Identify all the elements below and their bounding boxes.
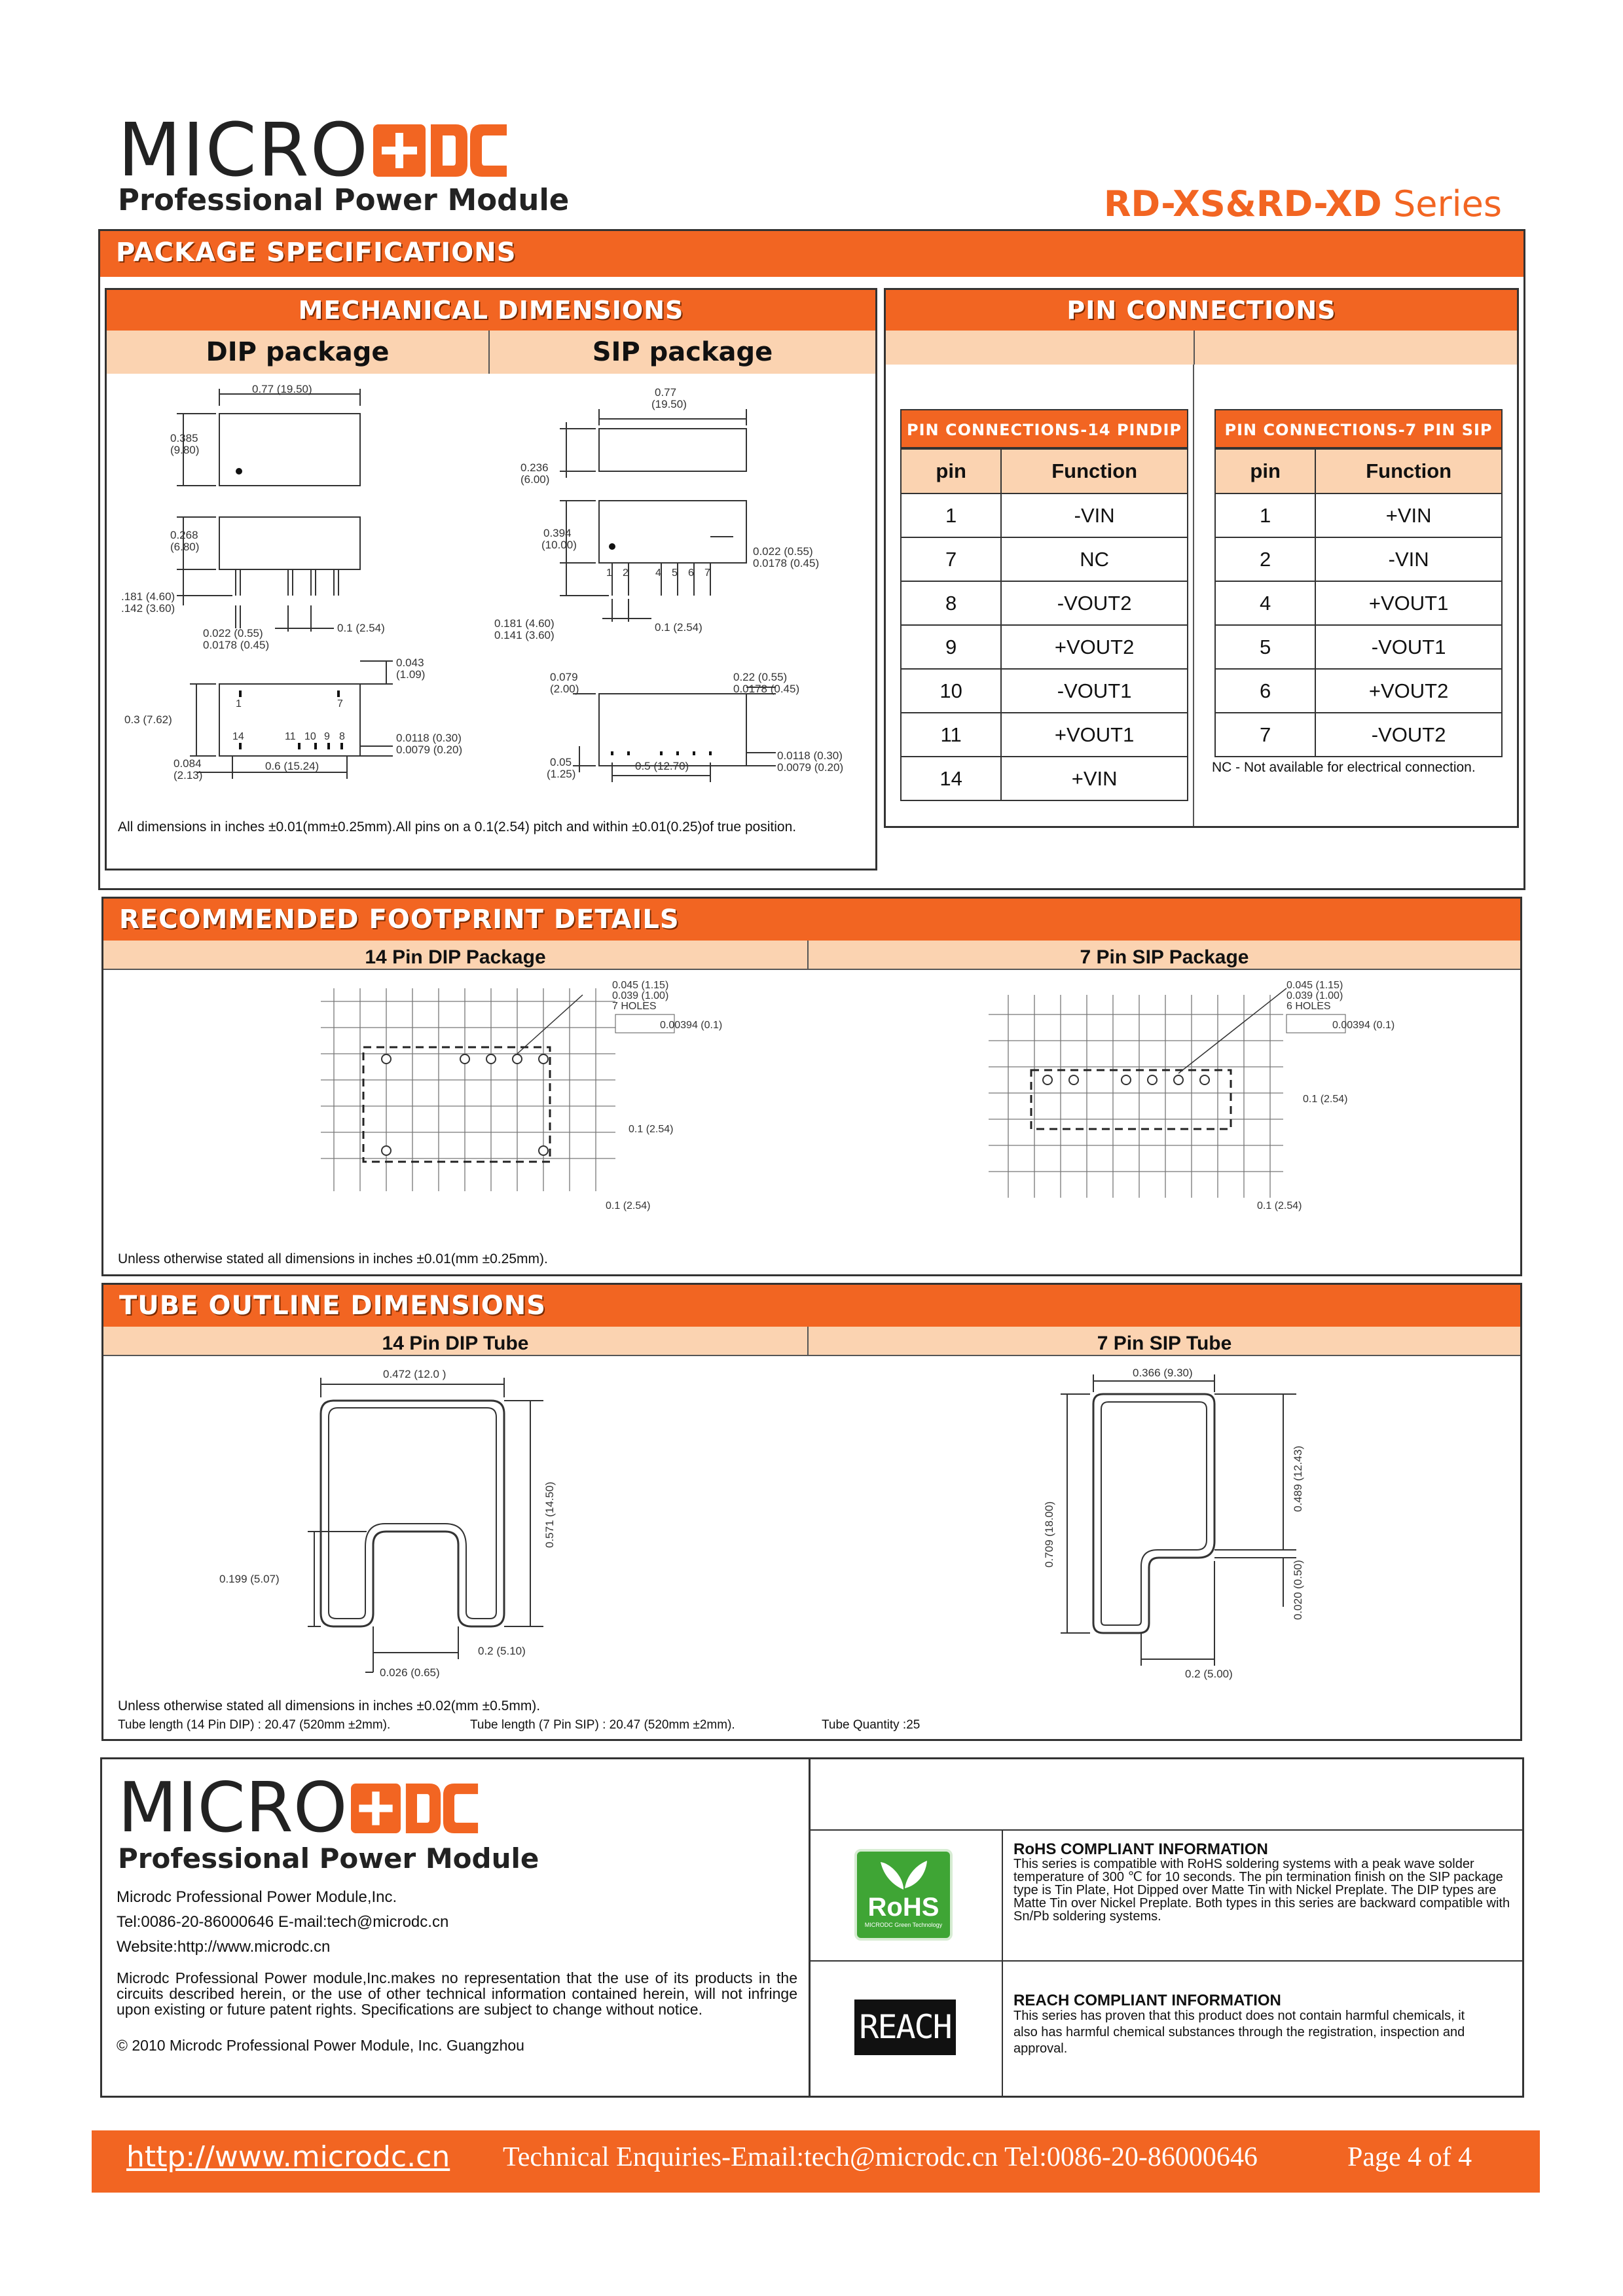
table-row xyxy=(1215,493,1502,537)
sip-height-1: 0.394 xyxy=(543,527,572,539)
company-logo-dc-icon xyxy=(405,1780,479,1837)
tube-dip-wall: 0.026 (0.65) xyxy=(380,1666,440,1679)
dip-edge-2: (2.13) xyxy=(173,769,203,781)
fp-dip-holes: 7 HOLES xyxy=(612,1001,657,1012)
sip-f-1: 0.05 xyxy=(550,756,572,768)
sip-pin-table-title: PIN CONNECTIONS-7 PIN SIP xyxy=(1214,409,1503,448)
company-disclaimer: Microdc Professional Power module,Inc.makes no representation that the use of its products in the circuits described herein, or the use of other technical information contained herein, will not infringe upon existing or future patent rights. Specifications are subject to change without notice. xyxy=(117,1969,797,2018)
dip-thickness-1: 0.0118 (0.30) xyxy=(396,732,462,744)
function-cell: +VOUT1 xyxy=(1001,713,1188,757)
company-divider xyxy=(809,1759,811,2096)
fp-dip-pitch-v: 0.1 (2.54) xyxy=(629,1124,674,1135)
sip-pin-6: 6 xyxy=(688,567,694,579)
tube-dip-inner: 0.199 (5.07) xyxy=(219,1573,280,1585)
reach-text: This series has proven that this product does not contain harmful chemicals, it also has harmful chemical substances through the registration, inspection and approval. xyxy=(1013,2009,1465,2056)
sip-b-1: 0.22 (0.55) xyxy=(733,671,788,683)
reach-logo: REACH xyxy=(854,2000,956,2055)
footer-enquiries: Technical Enquiries-Email:tech@microdc.cn Tel:0086-20-86000646 xyxy=(503,2142,1258,2172)
dip-pin-table-title: PIN CONNECTIONS-14 PINDIP xyxy=(900,409,1188,448)
dip-height-mm: (9.80) xyxy=(170,444,200,456)
tube-sip-gap: 0.020 (0.50) xyxy=(1292,1560,1304,1620)
company-logo-text: MICRO xyxy=(118,1768,348,1848)
pin-cell: 2 xyxy=(1215,537,1315,581)
function-cell: +VOUT1 xyxy=(1315,581,1502,625)
table-row xyxy=(901,537,1188,581)
dip-top-h2: (1.09) xyxy=(396,668,426,681)
dip-side-height-mm: (6.80) xyxy=(170,541,200,553)
series-title xyxy=(1104,183,1502,224)
dip-side-height: 0.268 xyxy=(170,529,198,541)
tube-sip-label: 7 Pin SIP Tube xyxy=(1097,1333,1232,1354)
sip-pin-5: 5 xyxy=(672,567,678,579)
pin-cell: 1 xyxy=(901,493,1001,537)
pin-cell: 9 xyxy=(901,625,1001,669)
table-row xyxy=(901,493,1188,537)
table-row xyxy=(901,581,1188,625)
logo-tagline: Professional Power Module xyxy=(118,183,570,217)
sip-pin-7: 7 xyxy=(704,567,710,579)
sip-width-2: (19.50) xyxy=(651,398,687,410)
nc-note: NC - Not available for electrical connection. xyxy=(1212,760,1476,775)
leaf-icon xyxy=(877,1857,930,1891)
function-cell: +VIN xyxy=(1315,493,1502,537)
tube-dip-drawing xyxy=(216,1365,622,1692)
function-cell: -VOUT2 xyxy=(1315,713,1502,757)
table-row xyxy=(1215,669,1502,713)
sip-f-2: (1.25) xyxy=(547,768,576,780)
tube-dip-label: 14 Pin DIP Tube xyxy=(103,1327,809,1356)
dip-edge-1: 0.084 xyxy=(173,757,202,770)
dip-span-label: 0.6 (15.24) xyxy=(265,760,319,772)
tube-note: Unless otherwise stated all dimensions in inches ±0.02(mm ±0.5mm). xyxy=(118,1698,541,1713)
tube-sip-drawing xyxy=(1021,1365,1349,1698)
pin-cell: 4 xyxy=(1215,581,1315,625)
footprint-sip-drawing xyxy=(982,975,1440,1224)
sip-span-label: 0.5 (12.70) xyxy=(635,760,689,772)
sip-edge-1: 0.079 xyxy=(550,671,578,683)
tube-title: TUBE OUTLINE DIMENSIONS xyxy=(103,1285,1520,1327)
pin-connections-subheader xyxy=(886,331,1517,365)
tube-length-sip: Tube length (7 Pin SIP) : 20.47 (520mm ±2mm). xyxy=(470,1718,735,1732)
logo-dc-icon xyxy=(429,121,508,180)
footprint-subheader xyxy=(103,941,1520,970)
table-row xyxy=(1215,713,1502,757)
fp-sip-holes: 6 HOLES xyxy=(1286,1001,1331,1012)
dip-pin7-label: 7 xyxy=(337,698,343,709)
footprint-dip-drawing xyxy=(308,975,779,1224)
dip-pin-table xyxy=(900,409,1188,801)
dip-pin-length-2: .142 (3.60) xyxy=(121,602,175,615)
sip-pin-length-2: 0.141 (3.60) xyxy=(494,629,555,641)
tube-sip-inner: 0.489 (12.43) xyxy=(1292,1445,1304,1512)
dip-thickness-2: 0.0079 (0.20) xyxy=(396,744,463,756)
dip-pin10-label: 10 xyxy=(304,731,316,742)
pin-cell: 1 xyxy=(1215,493,1315,537)
rohs-title: RoHS COMPLIANT INFORMATION xyxy=(1013,1840,1268,1858)
footer-page: Page 4 of 4 xyxy=(1347,2142,1472,2172)
pin-connections-divider xyxy=(1193,365,1194,826)
compliance-logo-divider xyxy=(1002,1831,1003,2096)
dip-pitch-label: 0.1 (2.54) xyxy=(337,622,385,634)
table-row xyxy=(901,757,1188,800)
table-row xyxy=(901,713,1188,757)
sip-b-2: 0.0178 (0.45) xyxy=(733,683,800,695)
fp-dip-hole-2: 0.039 (1.00) xyxy=(612,990,669,1001)
footprint-note: Unless otherwise stated all dimensions in inches ±0.01(mm ±0.25mm). xyxy=(118,1251,548,1266)
pin-cell: 7 xyxy=(1215,713,1315,757)
company-website: Website:http://www.microdc.cn xyxy=(117,1938,331,1956)
function-cell: -VIN xyxy=(1315,537,1502,581)
series-suffix: Series xyxy=(1393,183,1502,224)
tube-sip-width: 0.366 (9.30) xyxy=(1133,1367,1193,1379)
footprint-sip-label: 7 Pin SIP Package xyxy=(1080,946,1249,968)
compliance-top-line xyxy=(811,1829,1522,1831)
company-logo-plus-icon xyxy=(351,1780,401,1837)
sip-thickness-2: 0.0079 (0.20) xyxy=(777,761,844,774)
sip-pin-4: 4 xyxy=(655,567,661,579)
logo-plus-icon xyxy=(373,121,426,180)
pin-cell: 7 xyxy=(901,537,1001,581)
dip-drawing-clean xyxy=(111,380,491,798)
dip-pin14-label: 14 xyxy=(232,731,244,742)
sip-pitch-label: 0.1 (2.54) xyxy=(655,621,702,634)
function-cell: -VIN xyxy=(1001,493,1188,537)
col-function: Function xyxy=(1001,449,1188,493)
rohs-logo xyxy=(854,1849,953,1941)
compliance-mid-line xyxy=(811,1960,1522,1962)
col-function: Function xyxy=(1315,449,1502,493)
dip-pin8-label: 8 xyxy=(339,731,345,742)
sip-depth-2: (6.00) xyxy=(520,473,550,486)
function-cell: -VOUT2 xyxy=(1001,581,1188,625)
sip-package-label: SIP package xyxy=(490,331,875,374)
pin-cell: 14 xyxy=(901,757,1001,800)
dip-pin-width-1: 0.022 (0.55) xyxy=(203,627,263,639)
pin-connections-title: PIN CONNECTIONS xyxy=(886,290,1517,331)
pin-cell: 5 xyxy=(1215,625,1315,669)
dip-height-label: 0.385 xyxy=(170,432,198,444)
dip-package-label: DIP package xyxy=(107,331,490,374)
company-name: Microdc Professional Power Module,Inc. xyxy=(117,1888,397,1906)
sip-drawing xyxy=(494,380,874,798)
dip-pin-width-2: 0.0178 (0.45) xyxy=(203,639,270,651)
function-cell: +VOUT2 xyxy=(1315,669,1502,713)
fp-sip-pitch-h: 0.1 (2.54) xyxy=(1257,1200,1302,1211)
pin-cell: 8 xyxy=(901,581,1001,625)
company-tagline: Professional Power Module xyxy=(118,1842,539,1874)
sip-pin-width-2: 0.0178 (0.45) xyxy=(753,557,820,569)
dip-pin-length-1: .181 (4.60) xyxy=(121,590,175,603)
sip-edge-2: (2.00) xyxy=(550,683,579,695)
mechanical-title: MECHANICAL DIMENSIONS xyxy=(107,290,875,331)
company-contact: Tel:0086-20-86000646 E-mail:tech@microdc.cn xyxy=(117,1913,449,1931)
fp-dip-hole-1: 0.045 (1.15) xyxy=(612,980,669,991)
fp-dip-pitch-h: 0.1 (2.54) xyxy=(606,1200,651,1211)
sip-pin-2: 2 xyxy=(623,567,629,579)
footprint-dip-label: 14 Pin DIP Package xyxy=(103,941,809,970)
fp-sip-hole-2: 0.039 (1.00) xyxy=(1286,990,1343,1001)
sip-pin-1: 1 xyxy=(606,567,612,579)
function-cell: NC xyxy=(1001,537,1188,581)
col-pin: pin xyxy=(1215,449,1315,493)
fp-dip-tol: 0.00394 (0.1) xyxy=(660,1020,723,1031)
sip-pin-width-1: 0.022 (0.55) xyxy=(753,545,813,558)
sip-thickness-1: 0.0118 (0.30) xyxy=(777,749,843,762)
rohs-text: This series is compatible with RoHS soldering systems with a peak wave solder temperature of 300 ℃ for 10 seconds. The pin termination finish on the SIP package type is Tin Plate, Hot Dipped over Matte Tin with Nickel Preplate. The DIP types are Matte Tin over Nickel Preplate. Both types in this series are backward compatible with Sn/Pb soldering systems. xyxy=(1013,1857,1510,1924)
dip-top-h1: 0.043 xyxy=(396,656,424,669)
dip-pin11-label: 11 xyxy=(285,731,296,742)
sip-height-2: (10.00) xyxy=(541,539,577,551)
footer-url[interactable]: http://www.microdc.cn xyxy=(126,2140,450,2174)
rohs-logo-sub: MICRODC Green Technology xyxy=(864,1922,943,1928)
tube-sip-height: 0.709 (18.00) xyxy=(1043,1501,1055,1568)
fp-sip-tol: 0.00394 (0.1) xyxy=(1332,1020,1395,1031)
tube-dip-width: 0.472 (12.0 ) xyxy=(383,1368,447,1380)
fp-sip-pitch-v: 0.1 (2.54) xyxy=(1303,1094,1348,1105)
dip-width-label: 0.77 (19.50) xyxy=(252,383,312,395)
logo-text: MICRO xyxy=(118,108,369,193)
header-logo xyxy=(118,108,589,219)
tube-dip-slot: 0.2 (5.10) xyxy=(478,1645,526,1657)
dip-pin1-label: 1 xyxy=(236,698,242,709)
function-cell: +VOUT2 xyxy=(1001,625,1188,669)
company-logo xyxy=(118,1768,539,1874)
dip-row-spacing: 0.3 (7.62) xyxy=(124,713,172,726)
package-spec-title: PACKAGE SPECIFICATIONS xyxy=(100,231,1523,277)
pin-cell: 10 xyxy=(901,669,1001,713)
dimensions-note: All dimensions in inches ±0.01(mm±0.25mm).All pins on a 0.1(2.54) pitch and within ±0.01(0.25)of true position. xyxy=(118,819,797,834)
company-copyright: © 2010 Microdc Professional Power Module, Inc. Guangzhou xyxy=(117,2037,524,2054)
fp-sip-hole-1: 0.045 (1.15) xyxy=(1286,980,1343,991)
function-cell: -VOUT1 xyxy=(1315,625,1502,669)
tube-dip-height: 0.571 (14.50) xyxy=(543,1481,556,1548)
table-row xyxy=(901,625,1188,669)
rohs-logo-text: RoHS xyxy=(867,1893,939,1922)
function-cell: -VOUT1 xyxy=(1001,669,1188,713)
col-pin: pin xyxy=(901,449,1001,493)
reach-title: REACH COMPLIANT INFORMATION xyxy=(1013,1992,1281,2009)
series-name: RD-XS&RD-XD xyxy=(1103,183,1382,224)
footprint-title: RECOMMENDED FOOTPRINT DETAILS xyxy=(103,899,1520,941)
dip-pin9-label: 9 xyxy=(324,731,330,742)
pin-cell: 6 xyxy=(1215,669,1315,713)
sip-width-1: 0.77 xyxy=(655,386,677,399)
table-row xyxy=(1215,581,1502,625)
function-cell: +VIN xyxy=(1001,757,1188,800)
tube-length-dip: Tube length (14 Pin DIP) : 20.47 (520mm ±2mm). xyxy=(118,1718,391,1732)
sip-pin-length-1: 0.181 (4.60) xyxy=(494,617,555,630)
table-row xyxy=(901,669,1188,713)
table-row xyxy=(1215,625,1502,669)
table-row xyxy=(1215,537,1502,581)
tube-sip-base: 0.2 (5.00) xyxy=(1185,1668,1233,1680)
sip-depth-1: 0.236 xyxy=(520,461,549,474)
tube-subheader xyxy=(103,1327,1520,1356)
pin-cell: 11 xyxy=(901,713,1001,757)
sip-pin-table xyxy=(1214,409,1503,776)
tube-quantity: Tube Quantity :25 xyxy=(822,1718,921,1732)
